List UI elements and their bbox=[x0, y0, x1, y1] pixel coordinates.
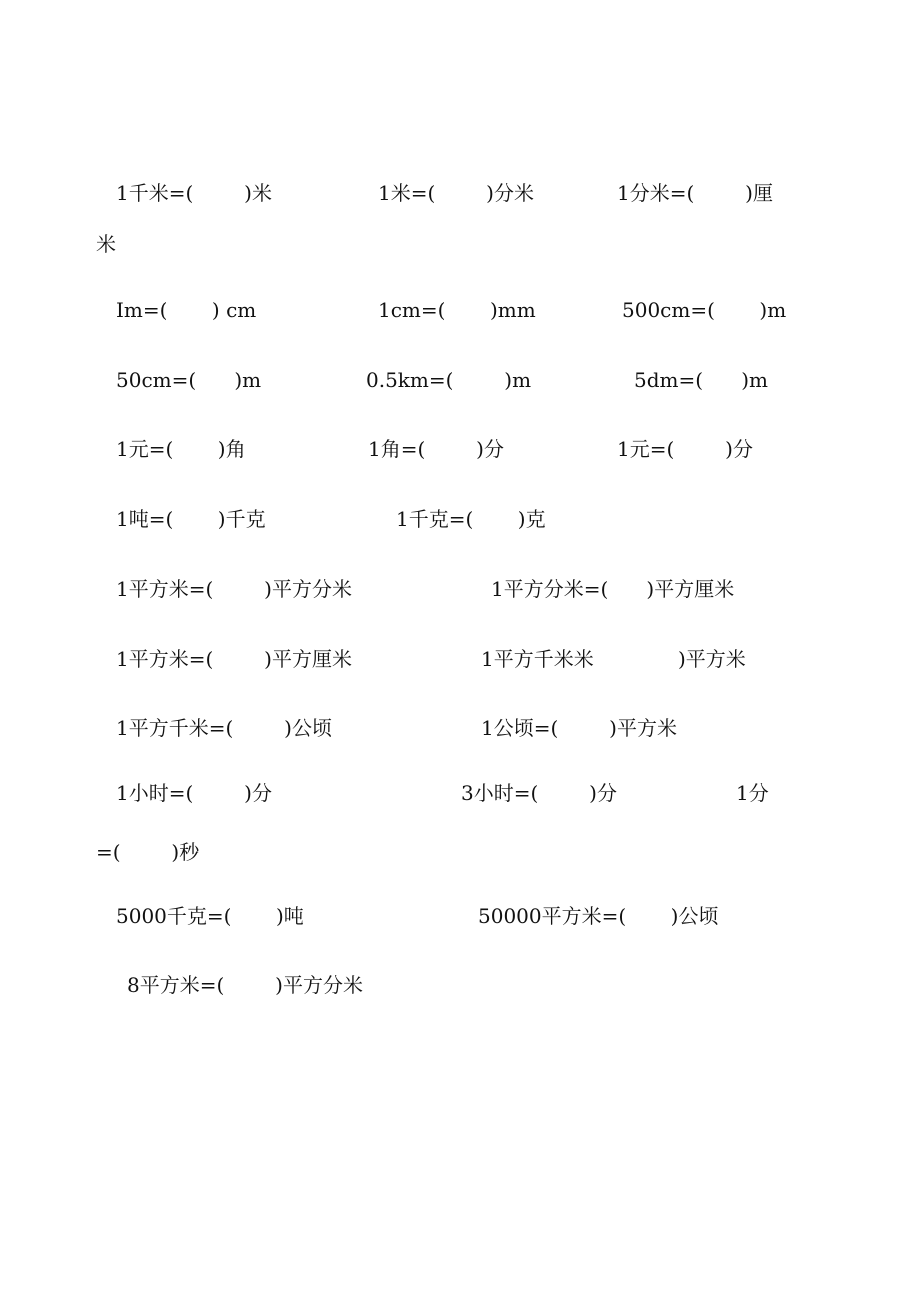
exercise-3hour-to-min: 3小时=( )分 bbox=[461, 781, 617, 805]
exercise-sqm-to-sqcm: 1平方米=( )平方厘米 bbox=[116, 647, 352, 671]
exercise-hectare-to-sqm: 1公顷=( )平方米 bbox=[481, 716, 677, 740]
exercise-min-to-sec-wrap: =( )秒 bbox=[96, 840, 200, 864]
exercise-dm-to-cm: 1分米=( )厘 bbox=[617, 181, 773, 205]
exercise-sqdm-to-sqcm: 1平方分米=( )平方厘米 bbox=[491, 577, 735, 601]
exercise-yuan-to-fen: 1元=( )分 bbox=[617, 437, 753, 461]
exercise-sqkm-to-sqm: )平方米 bbox=[678, 647, 746, 671]
exercise-jiao-to-fen: 1角=( )分 bbox=[368, 437, 504, 461]
exercise-5000kg-to-ton: 5000千克=( )吨 bbox=[116, 904, 304, 928]
exercise-8sqm-to-sqdm: 8平方米=( )平方分米 bbox=[127, 973, 363, 997]
exercise-kg-to-g: 1千克=( )克 bbox=[396, 507, 546, 531]
exercise-yuan-to-jiao: 1元=( )角 bbox=[116, 437, 246, 461]
exercise-50000sqm-to-hectare: 50000平方米=( )公顷 bbox=[478, 904, 719, 928]
exercise-m-to-dm: 1米=( )分米 bbox=[378, 181, 534, 205]
exercise-05km-to-m: 0.5km=( )m bbox=[366, 368, 532, 392]
exercise-cm-to-mm: 1cm=( )mm bbox=[378, 298, 536, 322]
exercise-hour-to-min: 1小时=( )分 bbox=[116, 781, 272, 805]
exercise-sqkm-to-hectare: 1平方千米=( )公顷 bbox=[116, 716, 332, 740]
exercise-50cm-to-m: 50cm=( )m bbox=[116, 368, 262, 392]
exercise-km-to-m: 1千米=( )米 bbox=[116, 181, 272, 205]
exercise-5dm-to-m: 5dm=( )m bbox=[634, 368, 768, 392]
exercise-ton-to-kg: 1吨=( )千克 bbox=[116, 507, 266, 531]
exercise-min-to-sec: 1分 bbox=[736, 781, 769, 805]
exercise-sqkm-label: 1平方千米米 bbox=[481, 647, 594, 671]
exercise-dm-to-cm-wrap: 米 bbox=[96, 232, 116, 256]
exercise-500cm-to-m: 500cm=( )m bbox=[622, 298, 787, 322]
exercise-sqm-to-sqdm: 1平方米=( )平方分米 bbox=[116, 577, 352, 601]
exercise-m-to-cm: Im=( ) cm bbox=[116, 298, 257, 322]
